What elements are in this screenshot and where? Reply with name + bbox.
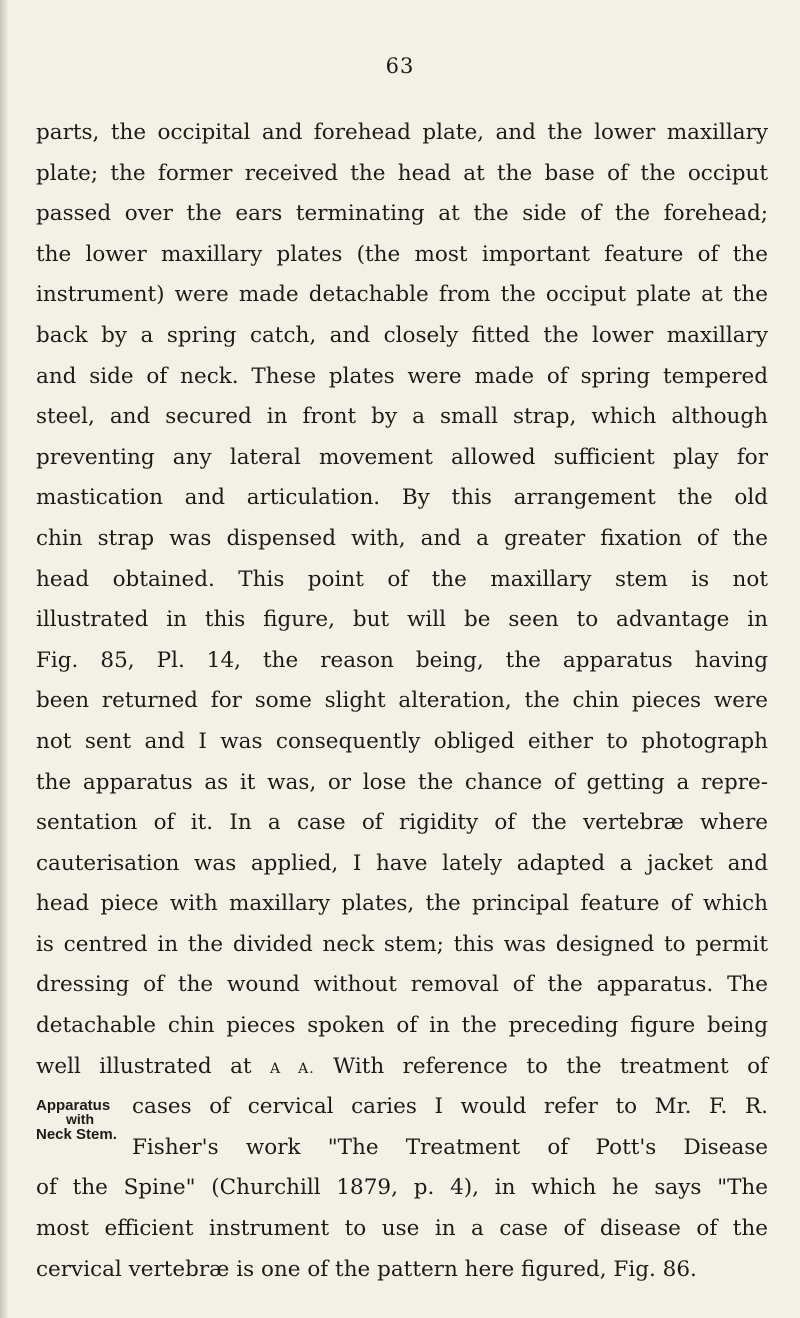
text-line: head piece with maxillary plates, the principal feature of which [36, 891, 768, 917]
text-line: plate; the former received the head at the base of the occiput [36, 160, 768, 186]
text-line: passed over the ears terminating at the side of the forehead; [36, 201, 768, 227]
text-line: and side of neck. These plates were made of spring tempered [36, 363, 768, 389]
text-line: not sent and I was consequently obliged either to photograph [36, 728, 768, 754]
text-line: parts, the occipital and forehead plate, and the lower maxillary [36, 120, 768, 145]
body-text [36, 118, 768, 1295]
sidenote-line: Neck Stem. [36, 1126, 117, 1143]
sidenote-line: Apparatus [36, 1097, 111, 1114]
text-line: mastication and articulation. By this arrangement the old [36, 485, 768, 511]
text-line: dressing of the wound without removal of the apparatus. The [36, 972, 768, 998]
text-line: steel, and secured in front by a small strap, which although [36, 404, 768, 430]
figure-marker-small-caps: A A. [269, 1060, 315, 1077]
text-line: back by a spring catch, and closely fitted the lower maxillary [36, 322, 768, 348]
text-line: chin strap was dispensed with, and a greater fixation of the [36, 525, 768, 551]
sidenote-line: with [66, 1111, 94, 1127]
text-line: of the Spine" (Churchill 1879, p. 4), in which he says "The [36, 1175, 768, 1201]
text-line: most efficient instrument to use in a case of disease of the [36, 1216, 768, 1242]
text-line-figure-reference [36, 1052, 768, 1093]
line-text-after: With reference to the treatment of [333, 1053, 768, 1079]
text-line: instrument) were made detachable from the occiput plate at the [36, 282, 768, 308]
text-line: head obtained. This point of the maxillary stem is not [36, 566, 768, 592]
text-line: the apparatus as it was, or lose the chance of getting a repre- [36, 769, 768, 795]
margin-sidenote [36, 1098, 124, 1143]
text-line-indented: Fisher's work "The Treatment of Pott's Disease [132, 1134, 768, 1160]
text-line: detachable chin pieces spoken of in the preceding figure being [36, 1013, 768, 1039]
text-line: is centred in the divided neck stem; this was designed to permit [36, 931, 768, 957]
text-line: been returned for some slight alteration, the chin pieces were [36, 688, 768, 714]
text-line: Fig. 85, Pl. 14, the reason being, the apparatus having [36, 647, 768, 673]
text-line: illustrated in this figure, but will be seen to advantage in [36, 607, 768, 633]
text-line-last: cervical vertebræ is one of the pattern here figured, Fig. 86. [36, 1256, 697, 1282]
text-line: the lower maxillary plates (the most important feature of the [36, 241, 768, 267]
text-line: sentation of it. In a case of rigidity of the vertebræ where [36, 810, 768, 836]
page-gutter-shadow [0, 0, 9, 1318]
line-text-before: well illustrated at [36, 1053, 252, 1079]
text-line-indented: cases of cervical caries I would refer to Mr. F. R. [132, 1094, 768, 1120]
page-number: 63 [385, 54, 415, 78]
text-line: cauterisation was applied, I have lately adapted a jacket and [36, 850, 768, 876]
text-line: preventing any lateral movement allowed sufficient play for [36, 444, 768, 470]
